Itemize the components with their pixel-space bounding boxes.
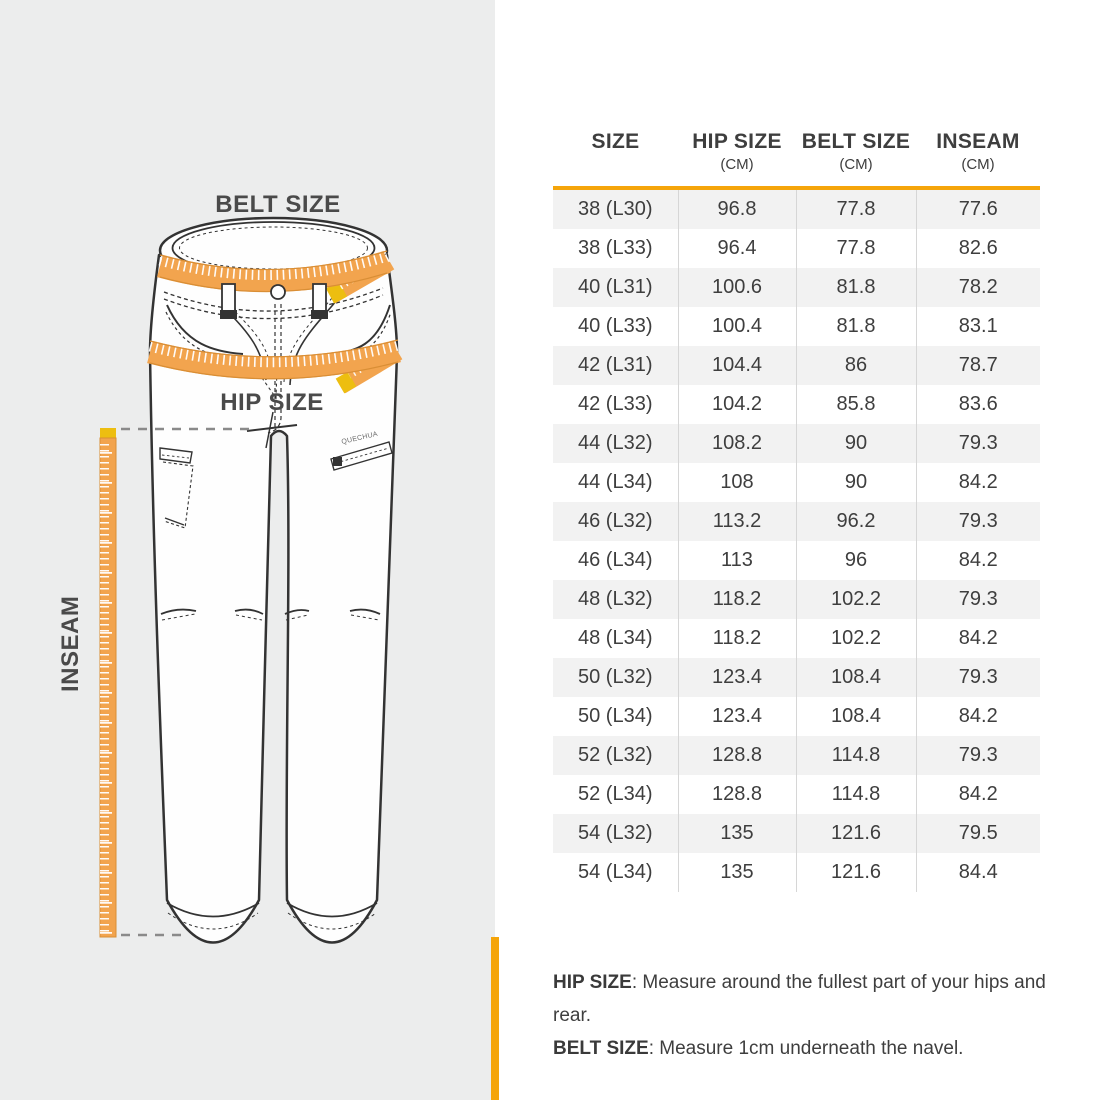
brand-label: QUECHUA (340, 430, 379, 446)
size-cell: 52 (L34) (578, 783, 653, 805)
col-header-hip-size (678, 122, 796, 188)
size-cell: 48 (L32) (578, 588, 653, 610)
inseam-cell: 79.3 (916, 658, 1040, 697)
table-row (553, 658, 1040, 697)
table-row (553, 697, 1040, 736)
table-row (553, 502, 1040, 541)
inseam-cell: 84.2 (916, 619, 1040, 658)
belt-cell: 81.8 (796, 268, 916, 307)
table-row (553, 736, 1040, 775)
belt-cell: 96.2 (796, 502, 916, 541)
table-row (553, 463, 1040, 502)
hip-size-note-text: : Measure around the fullest part of your hips and rear. (553, 972, 1046, 1026)
col-unit: (CM) (839, 156, 873, 173)
table-row (553, 580, 1040, 619)
pants-diagram (0, 0, 495, 1100)
belt-cell: 102.2 (796, 619, 916, 658)
col-title: BELT SIZE (801, 130, 911, 153)
inseam-cell: 84.2 (916, 463, 1040, 502)
hip-cell: 128.8 (678, 775, 796, 814)
belt-size-note-label: BELT SIZE (553, 1038, 649, 1059)
hip-cell: 96.4 (678, 229, 796, 268)
size-cell: 42 (L33) (578, 393, 653, 415)
hip-size-label: HIP SIZE (220, 389, 324, 416)
hip-size-note-label: HIP SIZE (553, 972, 632, 993)
belt-cell: 77.8 (796, 229, 916, 268)
belt-size-label: BELT SIZE (215, 191, 341, 218)
size-cell: 40 (L33) (578, 315, 653, 337)
size-cell: 42 (L31) (578, 354, 653, 376)
inseam-label: INSEAM (57, 595, 84, 692)
hip-cell: 108 (678, 463, 796, 502)
table-row (553, 346, 1040, 385)
col-title: HIP SIZE (692, 130, 782, 153)
table-row (553, 229, 1040, 268)
belt-cell: 90 (796, 463, 916, 502)
table-row (553, 775, 1040, 814)
belt-cell: 114.8 (796, 736, 916, 775)
size-cell: 44 (L34) (578, 471, 653, 493)
col-unit: (CM) (720, 156, 754, 173)
inseam-cell: 83.6 (916, 385, 1040, 424)
col-header-size (553, 122, 678, 188)
measurement-diagram-panel (0, 0, 495, 1100)
inseam-cell: 84.2 (916, 775, 1040, 814)
belt-size-note-text: : Measure 1cm underneath the navel. (648, 1038, 964, 1059)
inseam-cell: 82.6 (916, 229, 1040, 268)
table-row (553, 188, 1040, 229)
inseam-cell: 83.1 (916, 307, 1040, 346)
hip-cell: 128.8 (678, 736, 796, 775)
hip-cell: 104.2 (678, 385, 796, 424)
belt-cell: 121.6 (796, 853, 916, 892)
belt-cell: 81.8 (796, 307, 916, 346)
size-cell: 40 (L31) (578, 276, 653, 298)
inseam-cell: 77.6 (916, 188, 1040, 229)
col-header-belt-size (796, 122, 916, 188)
hip-cell: 123.4 (678, 697, 796, 736)
hip-size-note (553, 966, 1073, 1032)
hip-cell: 118.2 (678, 580, 796, 619)
pants-outline (150, 218, 397, 943)
size-table (553, 122, 1040, 892)
size-cell: 38 (L30) (578, 198, 653, 220)
inseam-cell: 79.3 (916, 580, 1040, 619)
belt-cell: 96 (796, 541, 916, 580)
col-unit (553, 156, 678, 174)
measurement-notes (553, 966, 1073, 1065)
size-cell: 46 (L32) (578, 510, 653, 532)
hip-cell: 113 (678, 541, 796, 580)
belt-cell: 77.8 (796, 188, 916, 229)
hip-cell: 108.2 (678, 424, 796, 463)
table-body (553, 188, 1040, 892)
size-cell: 46 (L34) (578, 549, 653, 571)
table-row (553, 619, 1040, 658)
table-row (553, 814, 1040, 853)
hip-cell: 96.8 (678, 188, 796, 229)
hip-cell: 123.4 (678, 658, 796, 697)
hip-cell: 104.4 (678, 346, 796, 385)
belt-cell: 102.2 (796, 580, 916, 619)
belt-cell: 121.6 (796, 814, 916, 853)
inseam-cell: 84.2 (916, 697, 1040, 736)
table-row (553, 424, 1040, 463)
hip-cell: 135 (678, 814, 796, 853)
size-cell: 54 (L34) (578, 861, 653, 883)
size-cell: 54 (L32) (578, 822, 653, 844)
size-cell: 52 (L32) (578, 744, 653, 766)
hip-cell: 113.2 (678, 502, 796, 541)
inseam-cell: 79.3 (916, 736, 1040, 775)
belt-cell: 86 (796, 346, 916, 385)
hip-cell: 118.2 (678, 619, 796, 658)
col-title: INSEAM (936, 130, 1020, 153)
inseam-cell: 78.2 (916, 268, 1040, 307)
size-cell: 44 (L32) (578, 432, 653, 454)
col-header-inseam (916, 122, 1040, 188)
inseam-cell: 84.2 (916, 541, 1040, 580)
hip-cell: 135 (678, 853, 796, 892)
size-table-section (553, 122, 1040, 892)
size-cell: 48 (L34) (578, 627, 653, 649)
inseam-cell: 79.3 (916, 502, 1040, 541)
table-row (553, 853, 1040, 892)
belt-cell: 85.8 (796, 385, 916, 424)
belt-size-note (553, 1032, 1073, 1065)
size-cell: 50 (L34) (578, 705, 653, 727)
col-unit: (CM) (961, 156, 995, 173)
belt-cell: 108.4 (796, 658, 916, 697)
inseam-cell: 78.7 (916, 346, 1040, 385)
hip-cell: 100.6 (678, 268, 796, 307)
table-row (553, 385, 1040, 424)
waist-button (271, 285, 285, 299)
belt-cell: 108.4 (796, 697, 916, 736)
table-header (553, 122, 1040, 188)
inseam-ruler (100, 428, 116, 937)
belt-cell: 90 (796, 424, 916, 463)
table-row (553, 268, 1040, 307)
col-title: SIZE (591, 130, 640, 153)
table-row (553, 541, 1040, 580)
inseam-cell: 84.4 (916, 853, 1040, 892)
accent-bar (491, 937, 499, 1100)
size-cell: 50 (L32) (578, 666, 653, 688)
inseam-cell: 79.5 (916, 814, 1040, 853)
inseam-cell: 79.3 (916, 424, 1040, 463)
belt-cell: 114.8 (796, 775, 916, 814)
size-cell: 38 (L33) (578, 237, 653, 259)
hip-cell: 100.4 (678, 307, 796, 346)
table-row (553, 307, 1040, 346)
